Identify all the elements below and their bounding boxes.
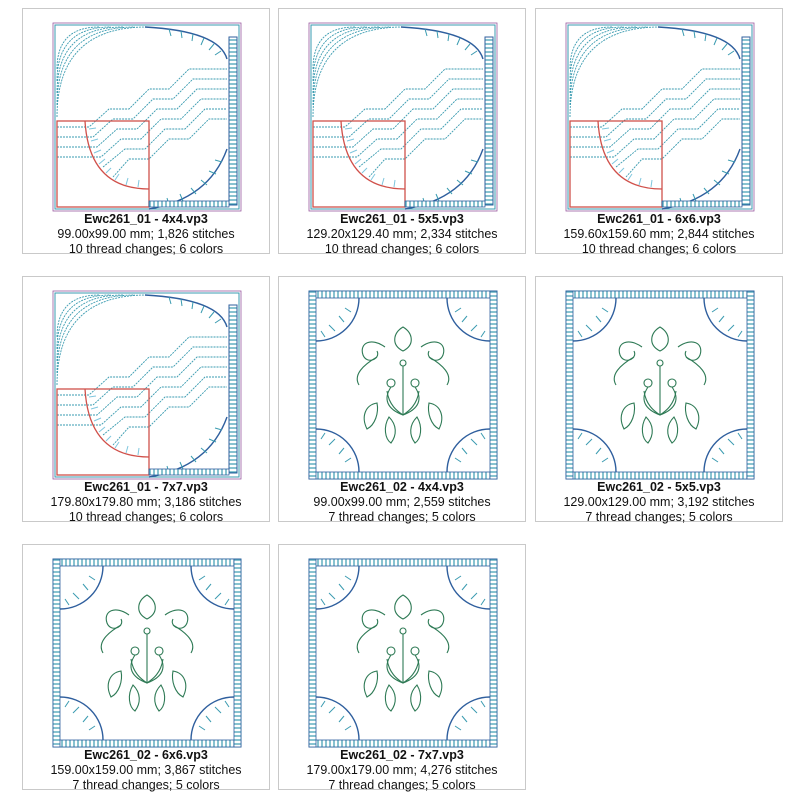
design-caption — [23, 748, 269, 793]
design-card[interactable] — [22, 544, 270, 790]
design-thumbnail — [305, 555, 501, 751]
design-thread-info: 7 thread changes; 5 colors — [328, 510, 476, 524]
design-caption — [279, 212, 525, 257]
design-card[interactable] — [22, 276, 270, 522]
design-caption — [536, 212, 782, 257]
design-filename: Ewc261_01 - 6x6.vp3 — [597, 212, 721, 226]
design-caption — [536, 480, 782, 525]
design-thread-info: 7 thread changes; 5 colors — [72, 778, 220, 792]
design-filename: Ewc261_02 - 6x6.vp3 — [84, 748, 208, 762]
design-thread-info: 10 thread changes; 6 colors — [68, 510, 224, 524]
design-card[interactable] — [22, 8, 270, 254]
design-dimensions-stitches: 179.00x179.00 mm; 4,276 stitches — [306, 763, 498, 777]
design-card[interactable] — [535, 8, 783, 254]
design-dimensions-stitches: 159.00x159.00 mm; 3,867 stitches — [50, 763, 242, 777]
design-dimensions-stitches: 129.20x129.40 mm; 2,334 stitches — [306, 227, 498, 241]
design-thread-info: 7 thread changes; 5 colors — [328, 778, 476, 792]
design-thumbnail — [305, 287, 501, 483]
design-dimensions-stitches: 159.60x159.60 mm; 2,844 stitches — [563, 227, 755, 241]
design-filename: Ewc261_01 - 7x7.vp3 — [84, 480, 208, 494]
design-caption — [23, 480, 269, 525]
design-dimensions-stitches: 99.00x99.00 mm; 2,559 stitches — [313, 495, 491, 509]
design-dimensions-stitches: 179.80x179.80 mm; 3,186 stitches — [50, 495, 242, 509]
design-caption — [279, 748, 525, 793]
design-caption — [23, 212, 269, 257]
design-thread-info: 7 thread changes; 5 colors — [585, 510, 733, 524]
design-card[interactable] — [278, 544, 526, 790]
design-dimensions-stitches: 99.00x99.00 mm; 1,826 stitches — [57, 227, 235, 241]
design-thumbnail — [562, 287, 758, 483]
design-thread-info: 10 thread changes; 6 colors — [68, 242, 224, 256]
design-card[interactable] — [278, 276, 526, 522]
design-thumbnail — [305, 19, 501, 215]
design-thumbnail — [49, 19, 245, 215]
design-thread-info: 10 thread changes; 6 colors — [324, 242, 480, 256]
design-filename: Ewc261_01 - 5x5.vp3 — [340, 212, 464, 226]
design-filename: Ewc261_02 - 4x4.vp3 — [340, 480, 464, 494]
design-card[interactable] — [535, 276, 783, 522]
design-filename: Ewc261_01 - 4x4.vp3 — [84, 212, 208, 226]
design-card[interactable] — [278, 8, 526, 254]
design-dimensions-stitches: 129.00x129.00 mm; 3,192 stitches — [563, 495, 755, 509]
design-caption — [279, 480, 525, 525]
design-thumbnail — [49, 555, 245, 751]
design-thread-info: 10 thread changes; 6 colors — [581, 242, 737, 256]
design-thumbnail — [562, 19, 758, 215]
design-filename: Ewc261_02 - 7x7.vp3 — [340, 748, 464, 762]
design-thumbnail — [49, 287, 245, 483]
design-filename: Ewc261_02 - 5x5.vp3 — [597, 480, 721, 494]
